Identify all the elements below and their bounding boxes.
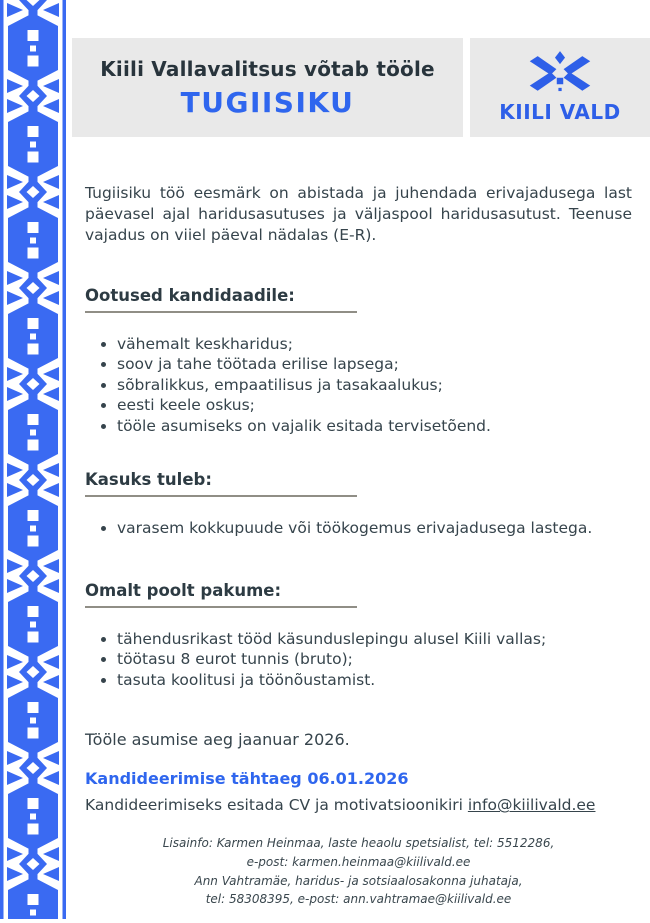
bullet-list: [85, 519, 632, 539]
main-content: [85, 137, 632, 909]
logo-block: [470, 38, 650, 137]
logo-wordmark: KIILI VALD: [499, 100, 621, 124]
intro-paragraph: Tugiisiku töö eesmärk on abistada ja juhendada erivajadusega last päevasel ajal haridusasutuses ja väljaspool haridusasutust. Teenuse vajadus on viiel päeval nädalas (E-R).: [85, 184, 632, 244]
header-divider: [463, 38, 470, 137]
estonian-folk-pattern-icon: [0, 0, 66, 919]
contact-line: Ann Vahtramäe, haridus- ja sotsiaalosakonna juhataja,: [194, 873, 523, 888]
bullet-list: [85, 335, 632, 437]
header-band: [72, 38, 650, 137]
list-item: • töötasu 8 eurot tunnis (bruto);: [117, 650, 632, 670]
list-item: • tasuta koolitusi ja töönõustamist.: [117, 671, 632, 691]
email-link[interactable]: info@kiilivald.ee: [467, 796, 596, 815]
apply-prefix: Kandideerimiseks esitada CV ja motivatsioonikiri: [85, 796, 468, 815]
list-item: • eesti keele oskus;: [117, 396, 632, 416]
dragonfly-icon: [524, 51, 596, 97]
contact-info: [85, 834, 632, 908]
header-title-block: [72, 38, 463, 137]
list-item: • tähendusrikast tööd käsunduslepingu alusel Kiili vallas;: [117, 630, 632, 650]
list-item: • soov ja tahe töötada erilise lapsega;: [117, 355, 632, 375]
list-item: • vähemalt keskharidus;: [117, 335, 632, 355]
list-item: • sõbralikkus, empaatilisus ja tasakaalukus;: [117, 376, 632, 396]
section-expectations: [85, 286, 632, 437]
folk-pattern-border: [0, 0, 66, 919]
deadline-text: Kandideerimise tähtaeg 06.01.2026: [85, 769, 409, 789]
page-title: Kiili Vallavalitsus võtab tööle: [100, 56, 435, 81]
start-date-text: Tööle asumise aeg jaanuar 2026.: [85, 730, 350, 750]
section-offer: [85, 581, 632, 691]
section-heading: Omalt poolt pakume:: [85, 581, 357, 608]
job-title: TUGIISIKU: [180, 85, 355, 119]
contact-line: tel: 58308395, e-post: ann.vahtramae@kiilivald.ee: [205, 892, 512, 907]
section-advantages: [85, 470, 632, 539]
list-item: • tööle asumiseks on vajalik esitada tervisetõend.: [117, 417, 632, 437]
bullet-list: [85, 630, 632, 691]
contact-line: Lisainfo: Karmen Heinmaa, laste heaolu spetsialist, tel: 5512286,: [162, 836, 555, 851]
section-heading: Kasuks tuleb:: [85, 470, 357, 497]
contact-line: e-post: karmen.heinmaa@kiilivald.ee: [246, 855, 471, 869]
apply-instructions: [85, 796, 632, 814]
list-item: • varasem kokkupuude või töökogemus erivajadusega lastega.: [117, 519, 632, 539]
section-heading: Ootused kandidaadile:: [85, 286, 357, 313]
